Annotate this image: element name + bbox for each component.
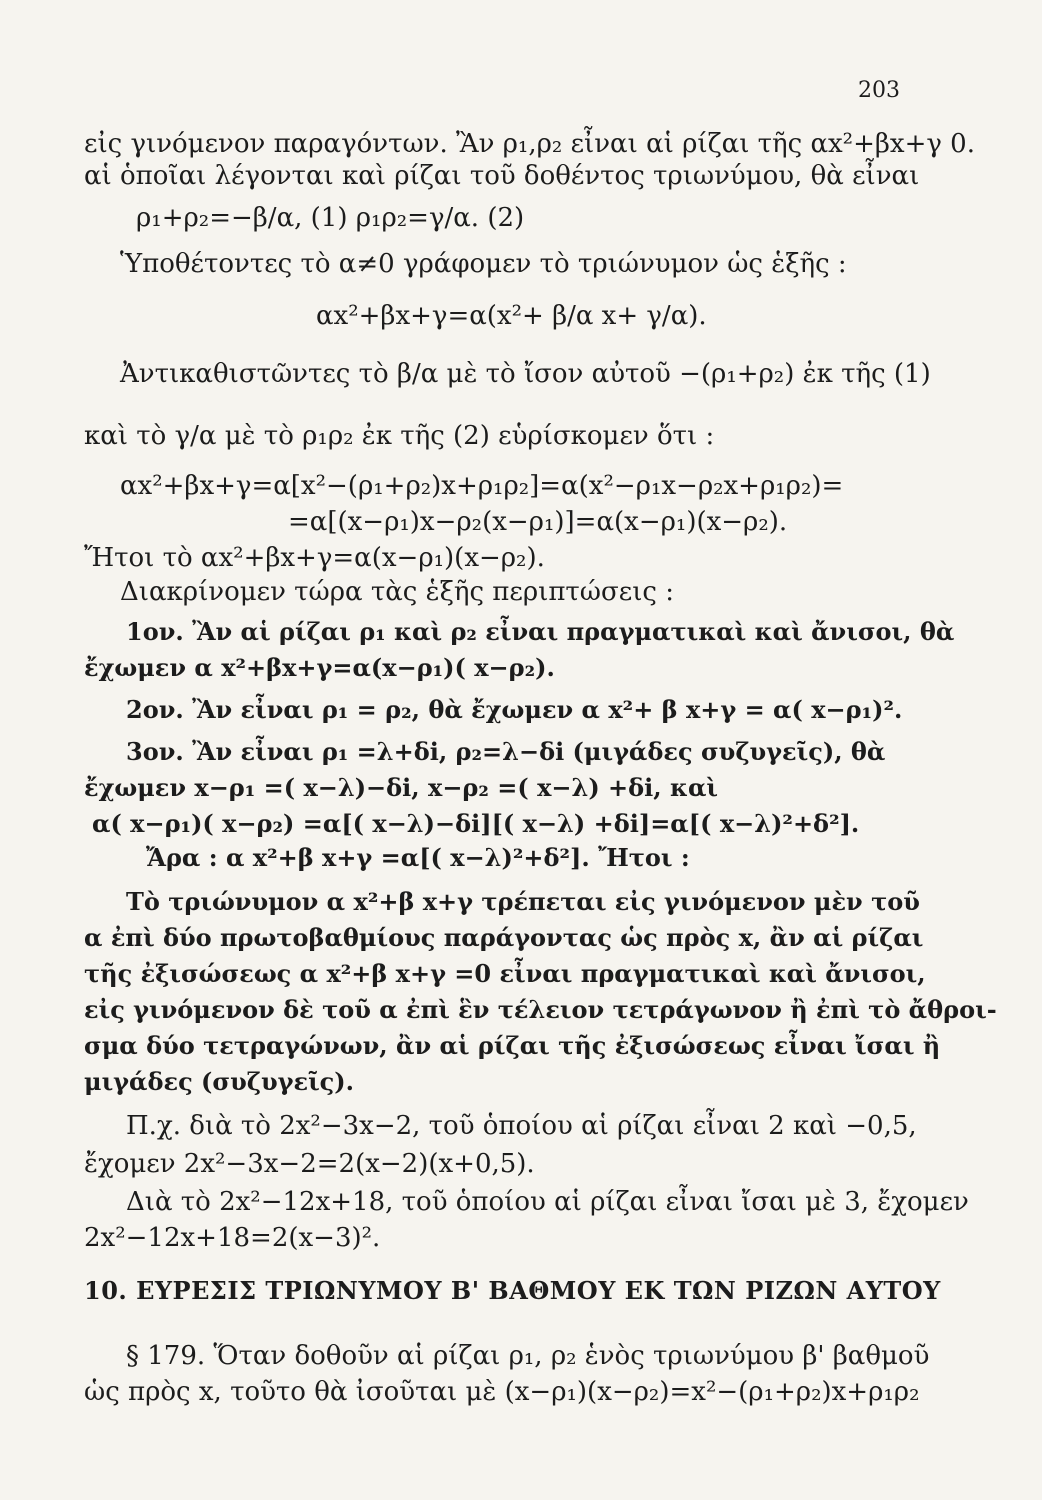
text-line: Ἀντικαθιστῶντες τὸ β/α μὲ τὸ ἴσον αὐτοῦ −(ρ₁+ρ₂) ἐκ τῆς (1) <box>120 359 931 389</box>
text-line: Ἤτοι τὸ αx²+βx+γ=α(x−ρ₁)(x−ρ₂). <box>84 543 545 573</box>
rule-line: μιγάδες (συζυγεῖς). <box>84 1067 354 1096</box>
text-line: αἱ ὁποῖαι λέγονται καὶ ρίζαι τοῦ δοθέντος τριωνύμου, θὰ εἶναι <box>84 161 920 191</box>
rule-line: εἰς γινόμενον δὲ τοῦ α ἐπὶ ἓν τέλειον τετράγωνον ἢ ἐπὶ τὸ ἄθροι- <box>84 995 997 1024</box>
text-line: καὶ τὸ γ/α μὲ τὸ ρ₁ρ₂ ἐκ τῆς (2) εὑρίσκομεν ὅτι : <box>84 421 715 451</box>
rule-line: Τὸ τριώνυμον α x²+β x+γ τρέπεται εἰς γινόμενον μὲν τοῦ <box>126 887 920 916</box>
text-line: Διακρίνομεν τώρα τὰς ἑξῆς περιπτώσεις : <box>120 577 674 607</box>
page-number: 203 <box>858 78 900 103</box>
text-line: ἔχομεν 2x²−3x−2=2(x−2)(x+0,5). <box>84 1149 535 1179</box>
case-line: 2ον. Ἂν εἶναι ρ₁ = ρ₂, θὰ ἔχωμεν α x²+ β x+γ = α( x−ρ₁)². <box>126 695 903 724</box>
case-line: α( x−ρ₁)( x−ρ₂) =α[( x−λ)−δi][( x−λ) +δi]=α[( x−λ)²+δ²]. <box>92 809 860 838</box>
formula-line: ρ₁+ρ₂=−β/α, (1) ρ₁ρ₂=γ/α. (2) <box>136 203 525 233</box>
case-line: ἔχωμεν α x²+βx+γ=α(x−ρ₁)( x−ρ₂). <box>84 653 555 682</box>
case-line: Ἄρα : α x²+β x+γ =α[( x−λ)²+δ²]. Ἤτοι : <box>146 843 690 872</box>
text-line: 2x²−12x+18=2(x−3)². <box>84 1223 381 1253</box>
rule-line: α ἐπὶ δύο πρωτοβαθμίους παράγοντας ὡς πρὸς x, ἂν αἱ ρίζαι <box>84 923 924 952</box>
case-line: 3ον. Ἂν εἶναι ρ₁ =λ+δi, ρ₂=λ−δi (μιγάδες συζυγεῖς), θὰ <box>126 737 886 766</box>
formula-line: =α[(x−ρ₁)x−ρ₂(x−ρ₁)]=α(x−ρ₁)(x−ρ₂). <box>288 507 788 537</box>
text-line: ὡς πρὸς x, τοῦτο θὰ ἰσοῦται μὲ (x−ρ₁)(x−ρ₂)=x²−(ρ₁+ρ₂)x+ρ₁ρ₂ <box>84 1377 920 1407</box>
text-line: § 179. Ὅταν δοθοῦν αἱ ρίζαι ρ₁, ρ₂ ἑνὸς τριωνύμου β' βαθμοῦ <box>126 1341 930 1371</box>
text-line: εἰς γινόμενον παραγόντων. Ἂν ρ₁,ρ₂ εἶναι αἱ ρίζαι τῆς αx²+βx+γ 0. <box>84 129 975 159</box>
rule-line: σμα δύο τετραγώνων, ἂν αἱ ρίζαι τῆς ἐξισώσεως εἶναι ἴσαι ἢ <box>84 1031 941 1060</box>
rule-line: τῆς ἐξισώσεως α x²+β x+γ =0 εἶναι πραγματικαὶ καὶ ἄνισοι, <box>84 959 926 988</box>
text-line: Ὑποθέτοντες τὸ α≠0 γράφομεν τὸ τριώνυμον ὡς ἑξῆς : <box>120 249 847 279</box>
text-line: Π.χ. διὰ τὸ 2x²−3x−2, τοῦ ὁποίου αἱ ρίζαι εἶναι 2 καὶ −0,5, <box>126 1111 917 1141</box>
case-line: 1ον. Ἂν αἱ ρίζαι ρ₁ καὶ ρ₂ εἶναι πραγματικαὶ καὶ ἄνισοι, θὰ <box>126 617 955 646</box>
section-heading: 10. ΕΥΡΕΣΙΣ ΤΡΙΩΝΥΜΟΥ Β' ΒΑΘΜΟΥ ΕΚ ΤΩΝ ΡΙΖΩΝ ΑΥΤΟΥ <box>84 1276 941 1305</box>
text-line: Διὰ τὸ 2x²−12x+18, τοῦ ὁποίου αἱ ρίζαι εἶναι ἴσαι μὲ 3, ἔχομεν <box>126 1187 969 1217</box>
formula-line: αx²+βx+γ=α(x²+ β/α x+ γ/α). <box>316 301 707 331</box>
case-line: ἔχωμεν x−ρ₁ =( x−λ)−δi, x−ρ₂ =( x−λ) +δi, καὶ <box>84 773 719 802</box>
formula-line: αx²+βx+γ=α[x²−(ρ₁+ρ₂)x+ρ₁ρ₂]=α(x²−ρ₁x−ρ₂x+ρ₁ρ₂)= <box>120 471 844 501</box>
